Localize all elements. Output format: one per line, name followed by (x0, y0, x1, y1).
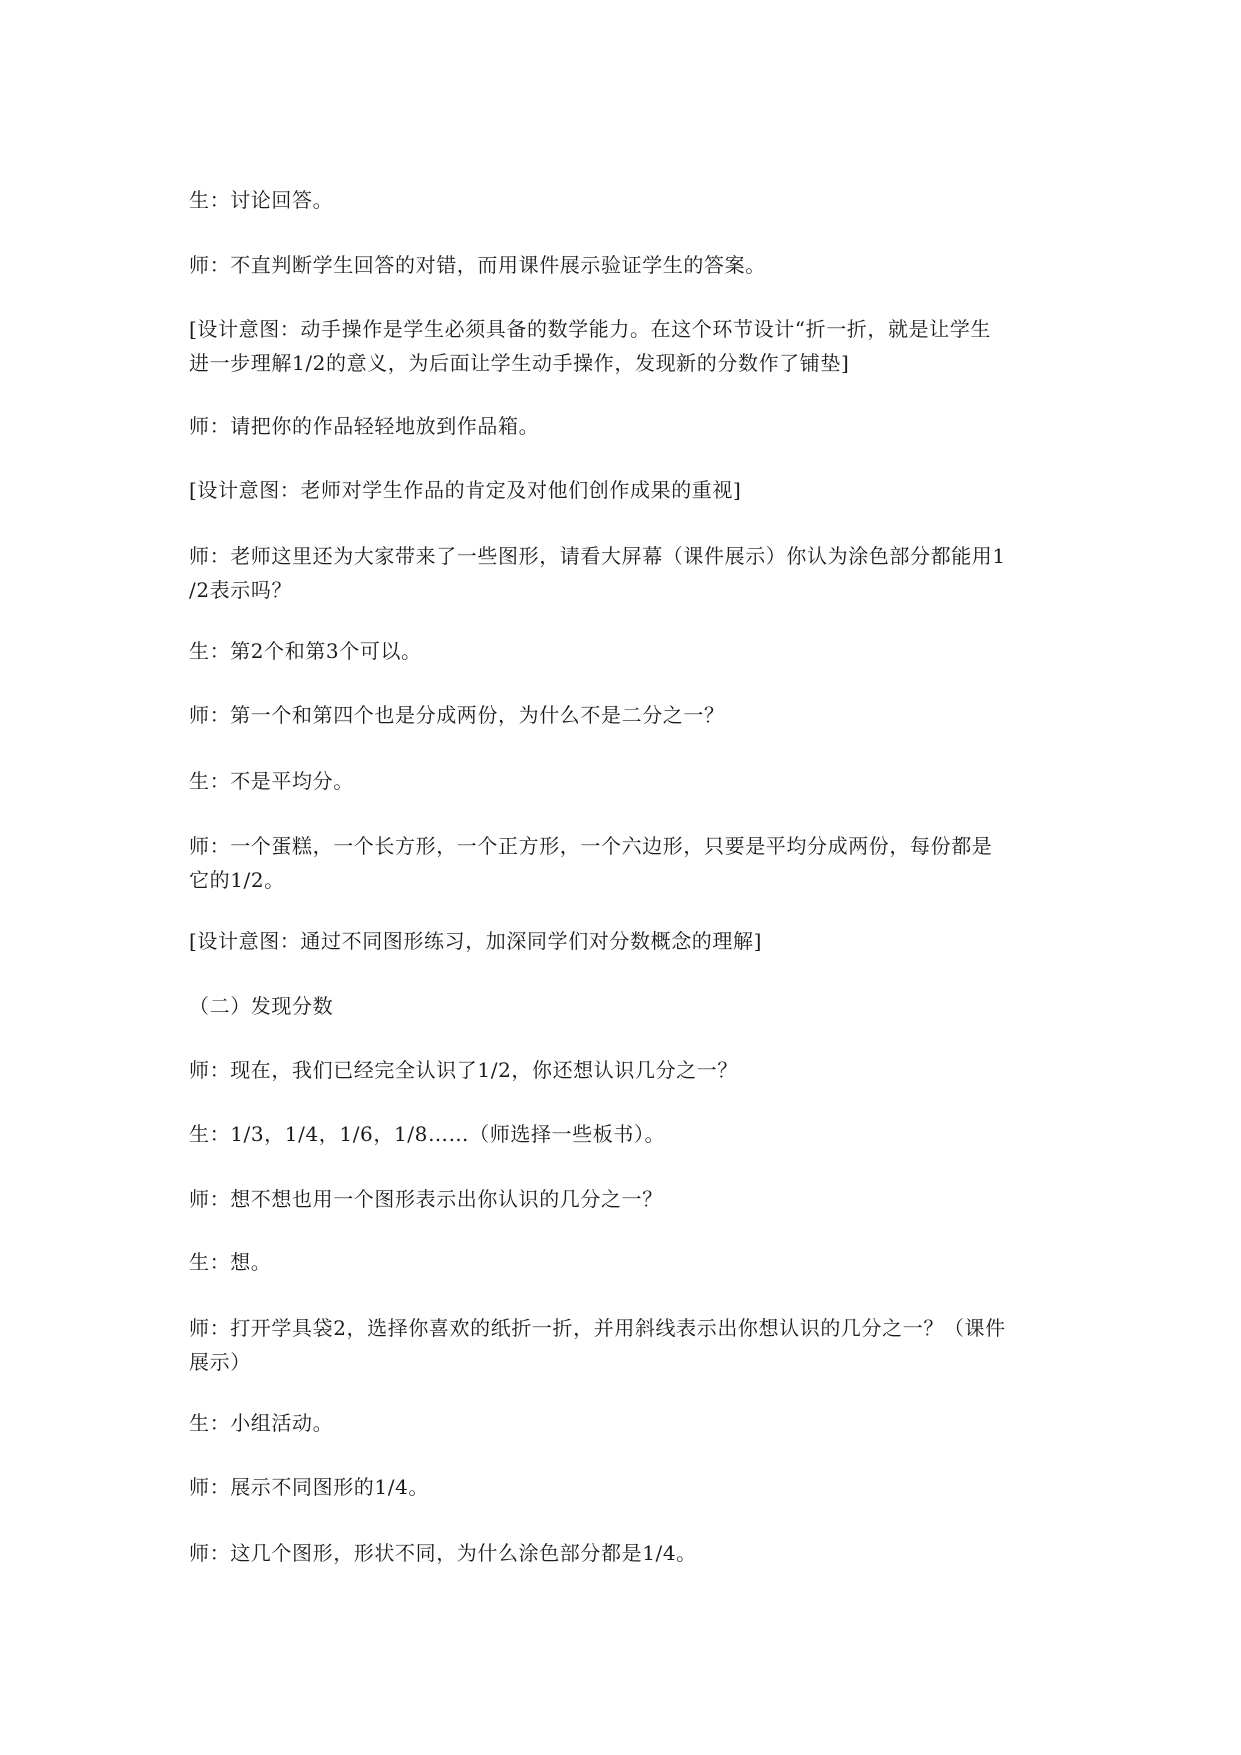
design-intent-note (189, 924, 1059, 958)
text-line: 生：1/3，1/4，1/6，1/8……（师选择一些板书）。 (189, 1122, 666, 1146)
paragraph (189, 634, 1059, 668)
text-line: 展示） (189, 1350, 251, 1374)
paragraph (189, 764, 1059, 798)
paragraph (189, 698, 1059, 732)
text-line: 师：老师这里还为大家带来了一些图形，请看大屏幕（课件展示）你认为涂色部分都能用1 (189, 544, 1006, 568)
text-line: 师：现在，我们已经完全认识了1/2，你还想认识几分之一？ (189, 1058, 738, 1082)
paragraph (189, 1470, 1059, 1504)
text-line: 师：展示不同图形的1/4。 (189, 1475, 429, 1499)
text-line: 生：想。 (189, 1250, 272, 1274)
paragraph (189, 1311, 1059, 1379)
text-line: 生：小组活动。 (189, 1411, 334, 1435)
text-line: 师：第一个和第四个也是分成两份，为什么不是二分之一？ (189, 703, 725, 727)
text-line: 师：想不想也用一个图形表示出你认识的几分之一？ (189, 1187, 663, 1211)
paragraph (189, 1536, 1059, 1570)
text-line: 生：第2个和第3个可以。 (189, 639, 422, 663)
section-heading (189, 989, 1059, 1023)
text-line: 进一步理解1/2的意义，为后面让学生动手操作，发现新的分数作了铺垫] (189, 351, 850, 375)
design-intent-note (189, 312, 1059, 380)
text-line: 师：这几个图形，形状不同，为什么涂色部分都是1/4。 (189, 1541, 697, 1565)
paragraph (189, 183, 1059, 217)
text-line: 生：不是平均分。 (189, 769, 354, 793)
text-line: 师：请把你的作品轻轻地放到作品箱。 (189, 414, 540, 438)
paragraph (189, 248, 1059, 282)
paragraph (189, 1117, 1059, 1151)
text-line: 它的1/2。 (189, 868, 285, 892)
paragraph (189, 1182, 1059, 1216)
design-intent-note (189, 473, 1059, 507)
paragraph (189, 1245, 1059, 1279)
paragraph (189, 1053, 1059, 1087)
paragraph (189, 539, 1059, 607)
text-line: /2表示吗？ (189, 578, 293, 602)
text-line: [设计意图：通过不同图形练习，加深同学们对分数概念的理解] (189, 929, 763, 953)
text-line: 师：不直判断学生回答的对错，而用课件展示验证学生的答案。 (189, 253, 766, 277)
text-line: [设计意图：动手操作是学生必须具备的数学能力。在这个环节设计“折一折，就是让学生 (189, 317, 992, 341)
text-line: 师：一个蛋糕，一个长方形，一个正方形，一个六边形，只要是平均分成两份，每份都是 (189, 834, 993, 858)
paragraph (189, 409, 1059, 443)
text-line: 生：讨论回答。 (189, 188, 334, 212)
text-line: （二）发现分数 (189, 994, 334, 1018)
text-line: [设计意图：老师对学生作品的肯定及对他们创作成果的重视] (189, 478, 742, 502)
paragraph (189, 829, 1059, 897)
document-page (189, 0, 1059, 1755)
paragraph (189, 1406, 1059, 1440)
text-line: 师：打开学具袋2，选择你喜欢的纸折一折，并用斜线表示出你想认识的几分之一？（课件 (189, 1316, 1006, 1340)
